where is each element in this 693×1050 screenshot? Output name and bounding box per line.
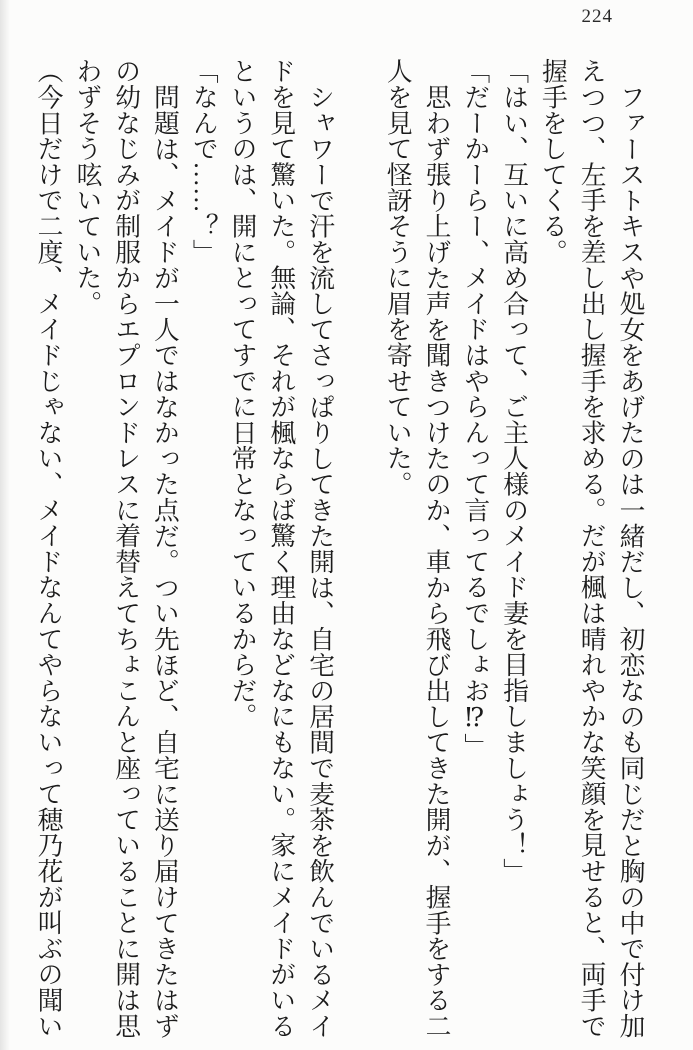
paragraph-inner-monologue: （今日だけで二度、メイドじゃない、メイドなんてやらないって穂乃花が叫ぶの聞い [34,58,64,1039]
paragraph-dialogue: 「なんで……？」 [189,58,219,265]
vertical-text-block [27,58,649,1044]
scene-break [339,58,378,1044]
paragraph-dialogue: 「だーかーらー、メイドはやらんって言ってるでしょお⁉」 [460,58,490,759]
paragraph-dialogue: 「はい、互いに高め合って、ご主人様のメイド妻を目指しましょう！」 [499,58,529,884]
page-number: 224 [581,6,613,27]
paragraph-narration: ファーストキスや処女をあげたのは一緒だし、初恋なのも同じだと胸の中で付け加えつつ、左手を差し出し握手を求める。だが楓は晴れやかな笑顔を見せると、両手で握手をしてくる。 [538,58,645,1039]
paragraph-narration: 思わず張り上げた声を聞きつけたのか、車から飛び出してきた開が、握手をする二人を見て怪訝そうに眉を寄せていた。 [383,58,452,1039]
paragraph-narration: 問題は、メイドが一人ではなかった点だ。つい先ほど、自宅に送り届けてきたはずの幼なじみが制服からエプロンドレスに着替えてちょこんと座っていることに開は思わずそう呟いていた。 [72,58,180,1039]
paragraph-narration: シャワーで汗を流してさっぱりしてきた開は、自宅の居間で麦茶を飲んでいるメイドを見て驚いた。無論、それが楓ならば驚く理由などなにもない。家にメイドがいるというのは、開にとってすでに日常となっているからだ。 [228,58,335,1039]
